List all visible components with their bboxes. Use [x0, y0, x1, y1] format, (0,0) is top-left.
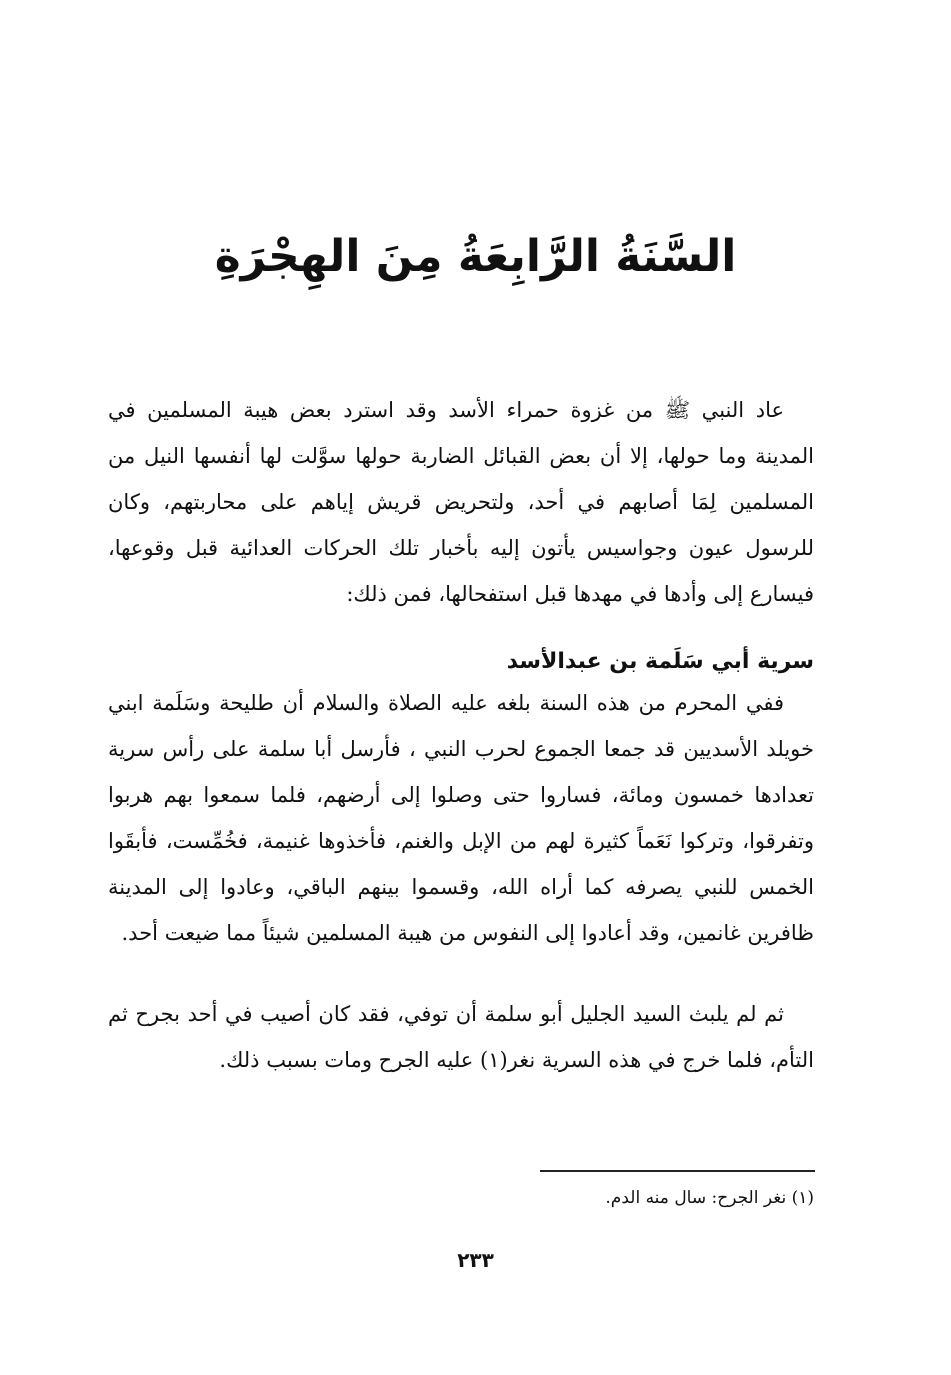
page-number: ٢٣٣ [457, 1248, 494, 1272]
closing-paragraph: ثم لم يلبث السيد الجليل أبو سلمة أن توفي، فقد كان أصيب في أحد بجرح ثم التأم، فلما خرج في هذه السرية نغر(١) عليه الجرح ومات بسبب ذلك. [108, 1002, 814, 1072]
footnote: (١) نغر الجرح: سال منه الدم. [605, 1188, 814, 1208]
footnote-divider [540, 1170, 815, 1172]
intro-paragraph-block [108, 387, 814, 617]
chapter-title: السَّنَةُ الرَّابِعَةُ مِنَ الهِجْرَةِ [214, 231, 737, 282]
section-paragraph-block [108, 680, 814, 956]
section-paragraph: ففي المحرم من هذه السنة بلغه عليه الصلاة والسلام أن طليحة وسَلَمة ابني خويلد الأسديين قد جمعا الجموع لحرب النبي ، فأرسل أبا سلمة على رأس سرية تعدادها خمسون ومائة، فساروا حتى وصلوا إلى أرضهم، فلما سمعوا بهم هربوا وتفرقوا، وتركوا نَعَماً كثيرة لهم من الإبل والغنم، فأخذوها غنيمة، فخُمِّست، فأبقَوا الخمس للنبي يصرفه كما أراه الله، وقسموا بينهم الباقي، وعادوا إلى المدينة ظافرين غانمين، وقد أعادوا إلى النفوس من هيبة المسلمين شيئاً مما ضيعت أحد. [108, 691, 814, 945]
section-heading: سرية أبي سَلَمة بن عبدالأسد [506, 649, 814, 674]
closing-paragraph-block [108, 991, 814, 1083]
intro-paragraph: عاد النبي ﷺ من غزوة حمراء الأسد وقد استرد بعض هيبة المسلمين في المدينة وما حولها، إلا أن بعض القبائل الضاربة حولها سوَّلت لها أنفسها النيل من المسلمين لِمَا أصابهم في أحد، ولتحريض قريش إياهم على محاربتهم، وكان للرسول عيون وجواسيس يأتون إليه بأخبار تلك الحركات العدائية قبل وقوعها، فيسارع إلى وأدها في مهدها قبل استفحالها، فمن ذلك: [108, 398, 814, 606]
